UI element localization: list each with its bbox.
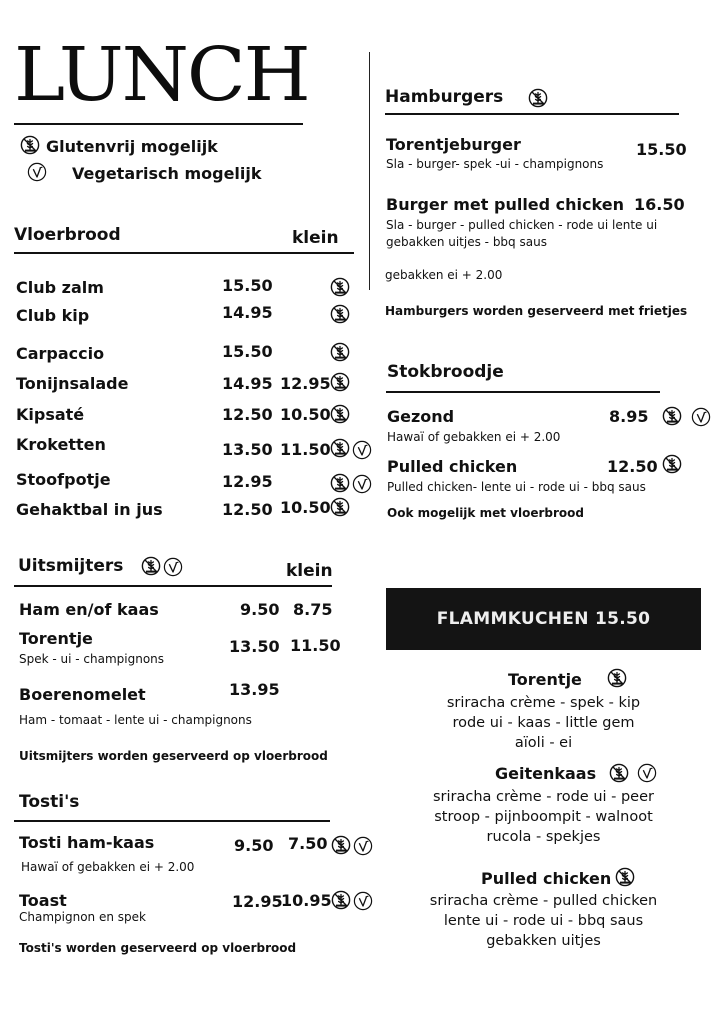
section-heading-stokbroodje: Stokbroodje — [387, 362, 504, 382]
flammkuchen-banner: FLAMMKUCHEN 15.50 — [386, 588, 701, 650]
vegetarian-icon — [27, 162, 47, 182]
menu-item-name: Pulled chicken — [387, 457, 518, 476]
menu-item-price: 13.50 — [229, 637, 280, 656]
vegetarian-icon — [353, 891, 373, 911]
menu-item-name: Stoofpotje — [16, 470, 111, 489]
menu-item-name: Club kip — [16, 306, 90, 325]
divider — [385, 113, 679, 115]
menu-item-price: 9.50 — [240, 600, 280, 619]
menu-item-description: sriracha crème - rode ui - peer — [432, 789, 654, 805]
vegetarian-icon — [163, 557, 183, 577]
menu-item-description: stroop - pijnboompit - walnoot — [434, 809, 653, 825]
menu-item-name: Tosti ham-kaas — [19, 833, 155, 852]
menu-item-name: Toast — [19, 891, 67, 910]
extra-option: gebakken ei + 2.00 — [385, 268, 503, 282]
menu-item-price: 9.50 — [234, 836, 274, 855]
menu-item-description: Hawaï of gebakken ei + 2.00 — [387, 430, 561, 444]
menu-item-name: Burger met pulled chicken — [386, 195, 624, 214]
menu-item-description: Pulled chicken- lente ui - rode ui - bbq saus — [387, 480, 646, 494]
menu-item-description: Sla - burger- spek -ui - champignons — [386, 157, 604, 171]
gluten-free-icon — [330, 404, 350, 424]
menu-item-description: sriracha crème - pulled chicken — [429, 893, 658, 909]
menu-item-name: Boerenomelet — [19, 685, 146, 704]
menu-item-price: 13.50 — [222, 440, 273, 459]
menu-item-description: Spek - ui - champignons — [19, 652, 165, 666]
menu-item-price: 15.50 — [222, 276, 273, 295]
menu-item-price: 12.95 — [232, 892, 283, 911]
menu-item-name: Club zalm — [16, 278, 104, 297]
menu-item-name: Pulled chicken — [481, 869, 612, 888]
menu-item-description: gebakken uitjes — [486, 933, 601, 949]
menu-item-price: 13.95 — [229, 680, 280, 699]
menu-item-price: 14.95 — [222, 374, 273, 393]
gluten-free-icon — [330, 304, 350, 324]
menu-item-price: 14.95 — [222, 303, 273, 322]
gluten-free-icon — [330, 497, 350, 517]
section-heading-uitsmijters: Uitsmijters — [18, 556, 124, 576]
gluten-free-icon — [330, 473, 350, 493]
menu-item-price: 12.50 — [607, 457, 658, 476]
gluten-free-icon — [331, 890, 351, 910]
menu-item-description: lente ui - rode ui - bbq saus — [443, 913, 644, 929]
vegetarian-icon — [353, 836, 373, 856]
gluten-free-icon — [662, 454, 682, 474]
legend-gluten-label: Glutenvrij mogelijk — [46, 137, 218, 156]
vegetarian-icon — [352, 474, 372, 494]
section-note: Uitsmijters worden geserveerd op vloerbrood — [19, 749, 328, 763]
small-label: klein — [292, 228, 339, 248]
menu-item-name: Carpaccio — [16, 344, 105, 363]
section-note: Ook mogelijk met vloerbrood — [387, 506, 584, 520]
menu-item-name: Ham en/of kaas — [19, 600, 159, 619]
menu-item-description: Hawaï of gebakken ei + 2.00 — [21, 860, 195, 874]
legend-veg-label: Vegetarisch mogelijk — [72, 164, 262, 183]
section-note: Hamburgers worden geserveerd met frietjes — [385, 304, 688, 318]
section-note: Tosti's worden geserveerd op vloerbrood — [19, 941, 297, 955]
menu-item-name: Gezond — [387, 407, 455, 426]
section-heading-tostis: Tosti's — [19, 792, 80, 812]
menu-item-description: sriracha crème - spek - kip — [446, 695, 641, 711]
vegetarian-icon — [352, 440, 372, 460]
divider — [14, 820, 330, 822]
menu-item-name: Torentje — [508, 670, 582, 689]
menu-item-description: Ham - tomaat - lente ui - champignons — [19, 713, 252, 727]
gluten-free-icon — [331, 835, 351, 855]
gluten-free-icon — [662, 406, 682, 426]
gluten-free-icon — [20, 135, 40, 155]
divider — [14, 252, 354, 254]
menu-item-price: 12.95 — [222, 472, 273, 491]
divider — [386, 391, 660, 393]
menu-item-small-price: 12.95 — [280, 374, 331, 393]
gluten-free-icon — [141, 556, 161, 576]
vegetarian-icon — [691, 407, 711, 427]
menu-item-small-price: 10.50 — [280, 405, 331, 424]
section-heading-vloerbrood: Vloerbrood — [14, 225, 121, 245]
small-label: klein — [286, 561, 333, 581]
menu-item-name: Kroketten — [16, 435, 106, 454]
gluten-free-icon — [528, 88, 548, 108]
menu-item-price: 15.50 — [222, 342, 273, 361]
gluten-free-icon — [330, 438, 350, 458]
menu-item-name: Kipsaté — [16, 405, 85, 424]
menu-item-small-price: 11.50 — [280, 440, 331, 459]
menu-item-name: Geitenkaas — [495, 764, 597, 783]
menu-item-small-price: 10.95 — [281, 891, 332, 910]
menu-item-price: 15.50 — [636, 140, 687, 159]
menu-item-small-price: 7.50 — [288, 834, 328, 853]
gluten-free-icon — [330, 372, 350, 392]
menu-item-price: 8.95 — [609, 407, 649, 426]
gluten-free-icon — [609, 763, 629, 783]
divider — [14, 123, 303, 125]
menu-item-small-price: 10.50 — [280, 498, 331, 517]
menu-item-description: rode ui - kaas - little gem — [452, 715, 635, 731]
menu-item-description: gebakken uitjes - bbq saus — [386, 235, 547, 249]
section-heading-hamburgers: Hamburgers — [385, 87, 504, 107]
menu-item-price: 12.50 — [222, 405, 273, 424]
vegetarian-icon — [637, 763, 657, 783]
menu-item-description: Champignon en spek — [19, 910, 146, 924]
menu-item-name: Tonijnsalade — [16, 374, 129, 393]
gluten-free-icon — [615, 867, 635, 887]
menu-item-name: Torentjeburger — [386, 135, 521, 154]
menu-item-name: Torentje — [19, 629, 93, 648]
menu-item-price: 12.50 — [222, 500, 273, 519]
menu-item-small-price: 11.50 — [290, 636, 341, 655]
menu-item-name: Gehaktbal in jus — [16, 500, 163, 519]
divider — [14, 585, 332, 587]
column-divider — [369, 52, 370, 290]
menu-item-small-price: 8.75 — [293, 600, 333, 619]
menu-item-description: Sla - burger - pulled chicken - rode ui lente ui — [386, 218, 658, 232]
gluten-free-icon — [330, 342, 350, 362]
gluten-free-icon — [330, 277, 350, 297]
gluten-free-icon — [607, 668, 627, 688]
menu-item-description: aïoli - ei — [514, 735, 573, 751]
page-title: LUNCH — [14, 32, 309, 118]
menu-item-price: 16.50 — [634, 195, 685, 214]
menu-item-description: rucola - spekjes — [486, 829, 601, 845]
